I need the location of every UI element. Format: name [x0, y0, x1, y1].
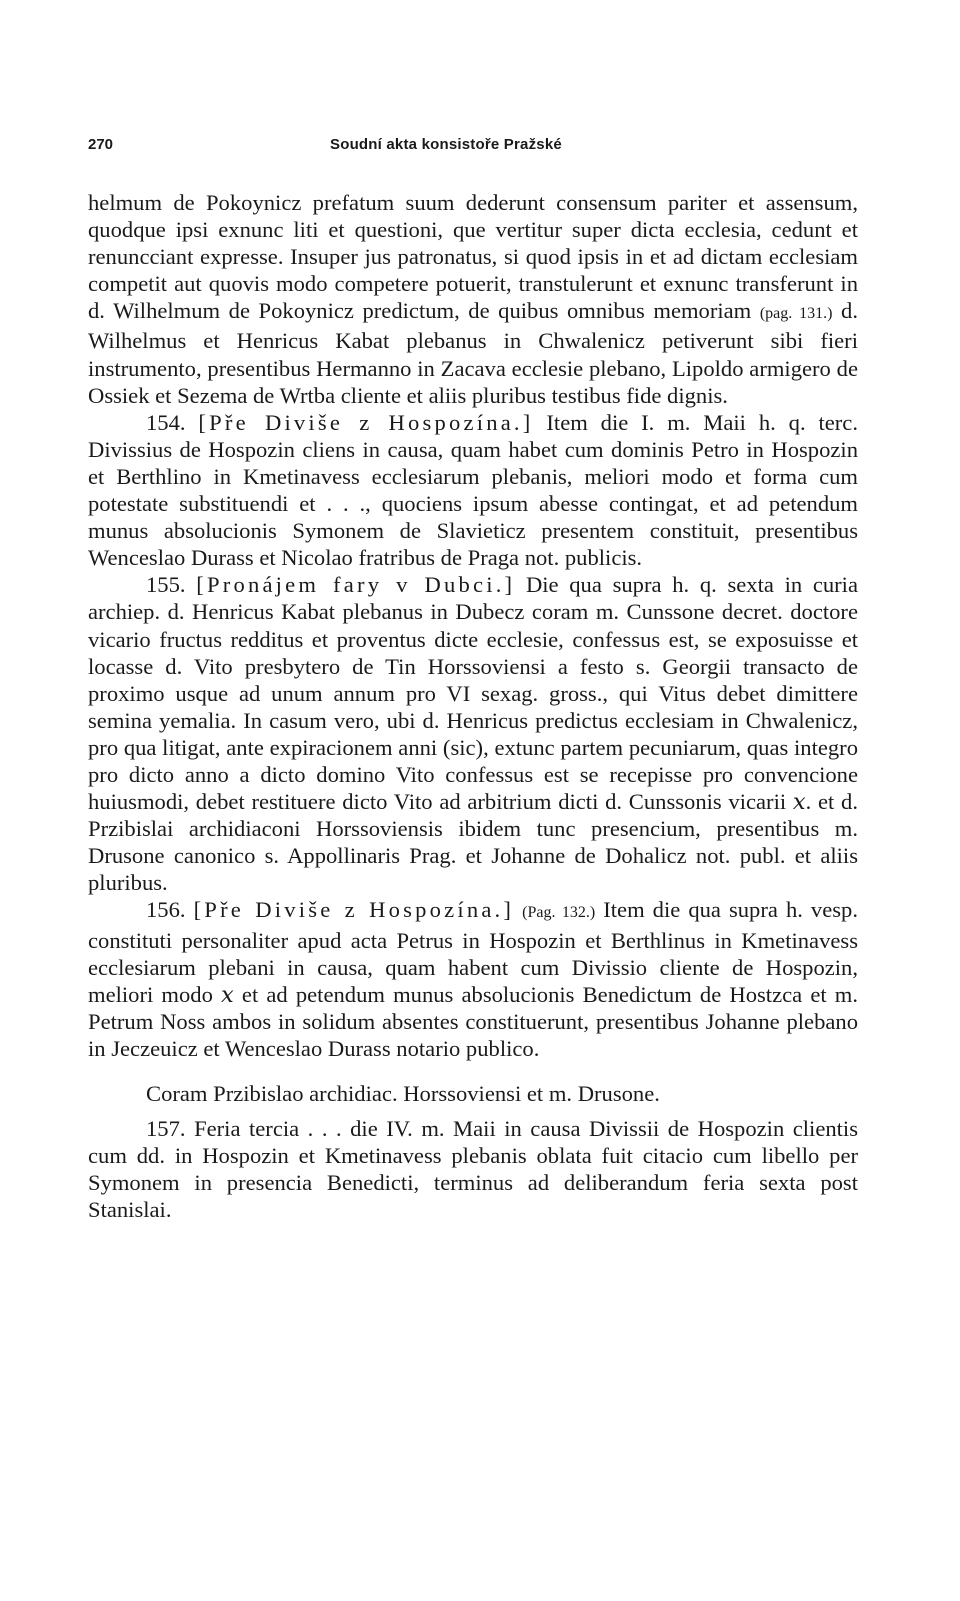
- entry-number: 157.: [146, 1116, 186, 1142]
- entry-number: 154.: [146, 409, 186, 435]
- intro-text-continued: d. Wilhelmus et Henricus Kabat plebanus in Chwalenicz petiverunt sibi fieri instrumento, presentibus Hermanno in Zacava ecclesie plebano, Lipoldo armigero de Ossiek et Sezema de Wrtba cliente et aliis pluribus testibus fide dignis.: [88, 298, 858, 408]
- paragraph-intro: [88, 189, 858, 409]
- entry-heading: [Pře Diviše z Hospozína.]: [193, 897, 515, 923]
- running-title: Soudní akta konsistoře Pražské: [330, 136, 562, 153]
- entry-heading: [Pře Diviše z Hospozína.]: [198, 409, 534, 435]
- entry-text: Item die I. m. Maii h. q. terc. Divissius de Hospozin cliens in causa, quam habet cum dominis Petro in Hospozin et Berthlino in Kmetinavess ecclesiarum plebanis, meliori modo et forma cum potestate substituendi et . . ., quociens ipsum abesse contingat, et ad petendum munus absolucionis Symonem de Slavieticz presentem constituit, presentibus Wenceslao Durass et Nicolao fratribus de Praga not. publicis.: [88, 409, 858, 571]
- entry-157: [88, 1115, 858, 1223]
- running-header: [88, 128, 858, 160]
- body-text: [88, 189, 858, 1223]
- page-number: 270: [88, 136, 114, 153]
- entry-number: 156.: [146, 897, 186, 923]
- intro-text: helmum de Pokoynicz prefatum suum dederunt consensum pariter et assensum, quodque ipsi exnunc liti et questioni, que vertitur super dicta ecclesia, cedunt et renuncciant expresse. Insuper jus patronatus, si quod ipsis in et ad dictam ecclesiam competit aut quovis modo competere potuerit, transtulerunt et exnunc transferunt in d. Wilhelmum de Pokoynicz predictum, de quibus omnibus memoriam: [88, 190, 858, 324]
- entry-text: Item die qua supra h. vesp. constituti personaliter apud acta Petrus in Hospozin et Berthlinus in Kmetinavess ecclesiarum plebani in causa, quam habent cum Divissio cliente de Hospozin, meliori modo 𝑥 et ad petendum munus absolucionis Benedictum de Hostzca et m. Petrum Noss ambos in solidum absentes constituerunt, presentibus Johanne plebano in Jeczeuicz et Wenceslao Durass notario publico.: [88, 897, 858, 1061]
- book-page: [88, 128, 858, 1223]
- entry-text: Die qua supra h. q. sexta in curia archiep. d. Henricus Kabat plebanus in Dubecz coram m. Cunssone decret. doctore vicario fructus redditus et proventus dicte ecclesie, confessus est, se exposuisse et locasse d. Vito presbytero de Tin Horssoviensi a festo s. Georgii transacto de proximo usque ad unum annum pro VI sexag. gross., qui Vitus debet dimittere semina yemalia. In casum vero, ubi d. Henricus predictus ecclesiam in Chwalenicz, pro qua litigat, ante expiracionem anni (sic), extunc partem pecuniarum, quas integro pro dicto anno a dicto domino Vito confessus est se recepisse pro convencione huiusmodi, debet restituere dicto Vito ad arbitrium dicti d. Cunssonis vicarii 𝑥. et d. Przibislai archidiaconi Horssoviensis ibidem tunc presencium, presentibus m. Drusone canonico s. Appollinaris Prag. et Johanne de Dohalicz not. publ. et aliis pluribus.: [88, 572, 858, 896]
- entry-number: 155.: [146, 572, 186, 598]
- page-reference: (Pag. 132.): [522, 904, 596, 922]
- entry-156: [88, 896, 858, 1062]
- entry-text: Feria tercia . . . die IV. m. Maii in causa Divissii de Hospozin clientis cum dd. in Hospozin et Kmetinavess plebanis oblata fuit citacio cum libello per Symonem in presencia Benedicti, terminus ad deliberandum feria sexta post Stanislai.: [88, 1116, 858, 1223]
- entry-155: [88, 571, 858, 896]
- section-heading: Coram Przibislao archidiac. Horssoviensi et m. Drusone.: [146, 1081, 660, 1106]
- entry-heading: [Pronájem fary v Dubci.]: [196, 572, 516, 598]
- page-reference: (pag. 131.): [759, 305, 833, 323]
- entry-154: [88, 409, 858, 572]
